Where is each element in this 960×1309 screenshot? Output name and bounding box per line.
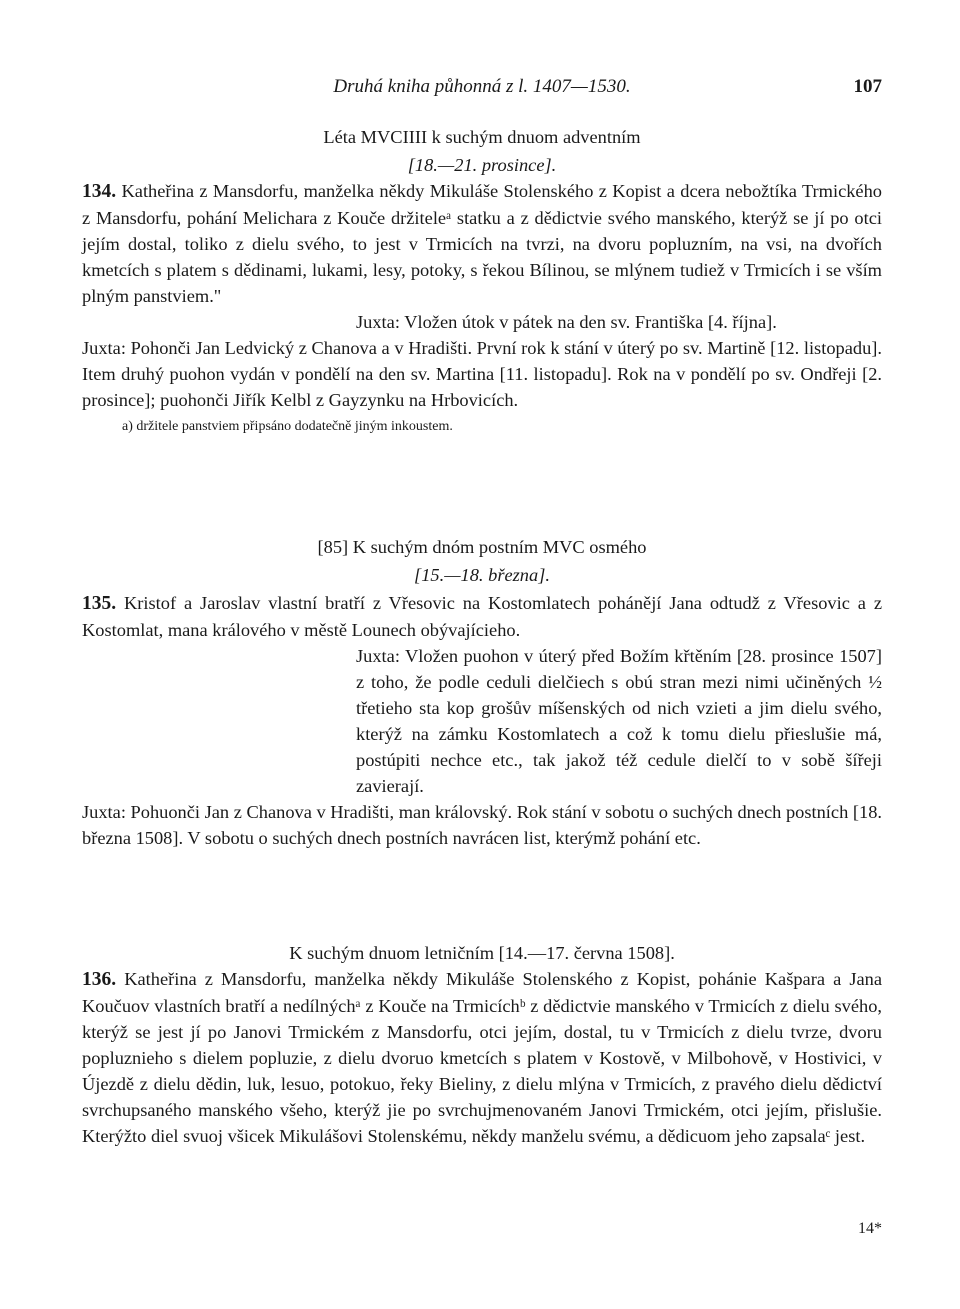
entry-135	[82, 590, 882, 851]
entry-number: 135.	[82, 593, 117, 614]
section-heading-3: K suchým dnuom letničním [14.—17. června 1508].	[289, 943, 675, 963]
entry-text: Kristof a Jaroslav vlastní bratří z Vřesovic na Kostomlatech pohánějí Jana odtudž z Vřesovic a z Kostomlat, mana králového v městě Lounech obývajícieho.	[82, 593, 882, 640]
signature-mark: 14*	[858, 1220, 882, 1237]
entry-136	[82, 966, 882, 1149]
page-number: 107	[853, 76, 882, 97]
running-head	[82, 76, 882, 100]
running-head-title: Druhá kniha půhonná z l. 1407—1530.	[333, 76, 631, 97]
entry-text: Kathеřina z Mansdorfu, manželka někdy Mikuláše Stolenského z Kopist, pohánie Kašpara a Jana Koučuov vlastních bratří a nedílnýchᵃ z Kouče na Trmicíchᵇ z dědictvie manského v Trmicích z dielu svého, kterýž se jest jí po Janovi Trmickém z Mansdorfu, otci jejím, dostal, tu v Trmicích z dielu tvrze, dvoru popluznieho s dielem popluzie, z dielu dvoruo kmetcích s platem v Kostově, v Milbohově, v Hostivici, v Újezdě z dielu dědin, luk, lesuo, potokuo, řeky Bieliny, z dielu mlýna v Trmicích, z pravého dielu dědictví svrchupsaného manského všeho, kterýž jie po svrchujmenovaném Janovi Trmickém, otci jejím, přislušie. Kterýžto diel svuoj všicek Mikulášovi Stolenskému, někdy manželu svému, a dědicuom jeho zapsalaᶜ jest.	[82, 969, 882, 1146]
entry-text: Kathеřina z Mansdorfu, manželka někdy Mikuláše Stolenského z Kopist a dcera nebožtíka Trmického z Mansdorfu, pohání Melichara z Kouče držiteleᵃ statku a z dědictvie svého manského, kterýž se jí po otci jejím dostal, toliko z dielu svého, to jest v Trmicích na tvrzi, na dvoru popluzním, na vsi, na dvořích kmetcích s platem s dědinami, lukami, lesy, potoky, s řekou Bílinou, se mlýnem tudiež v Trmicích i se vším plným panstviem."	[82, 181, 882, 306]
entry-134	[82, 178, 882, 437]
section-heading-1: Léta MVCIIII k suchým dnuom adventním	[323, 127, 641, 147]
juxta-note: Juxta: Pohuonči Jan z Chanova v Hradišti, man královský. Rok stání v sobotu o suchých dnech postních [18. března 1508]. V sobotu o suchých dnech postních navrácen list, kterýmž pohání etc.	[82, 802, 882, 848]
juxta-note: Juxta: Vložen útok v pátek na den sv. Františka [4. října].	[356, 312, 777, 332]
entry-number: 136.	[82, 969, 117, 990]
section-heading-2: [85] K suchým dnóm postním MVC osmého	[317, 537, 647, 557]
section-date-2: [15.—18. března].	[414, 565, 550, 585]
footnote: a) držitele panstviem připsáno dodatečně jiným inkoustem.	[122, 419, 453, 434]
entry-number: 134.	[82, 181, 117, 202]
section-date-1: [18.—21. prosince].	[407, 155, 557, 175]
juxta-note: Juxta: Vložen puohon v úterý před Božím křtěním [28. prosince 1507] z toho, že podle ceduli dielčiech s obú stran mezi nimi učiněných ½ třetieho sta kop grošův míšenských od nich vzieti a jim dielu svého, kterýž na zámku Kostomlatech a což k tomu dielu přieslušie má, postúpiti nechce etc., tak jakož též cedule dielčí to v sobě šířeji zavierají.	[356, 646, 882, 796]
juxta-note: Juxta: Pohonči Jan Ledvický z Chanova a v Hradišti. První rok k stání v úterý po sv. Martině [12. listopadu]. Item druhý puohon vydán v pondělí na den sv. Martina [11. listopadu]. Rok na v pondělí po sv. Ondřeji [2. prosince]; puohonči Jiřík Kelbl z Gayzynku na Hrbovicích.	[82, 338, 882, 410]
